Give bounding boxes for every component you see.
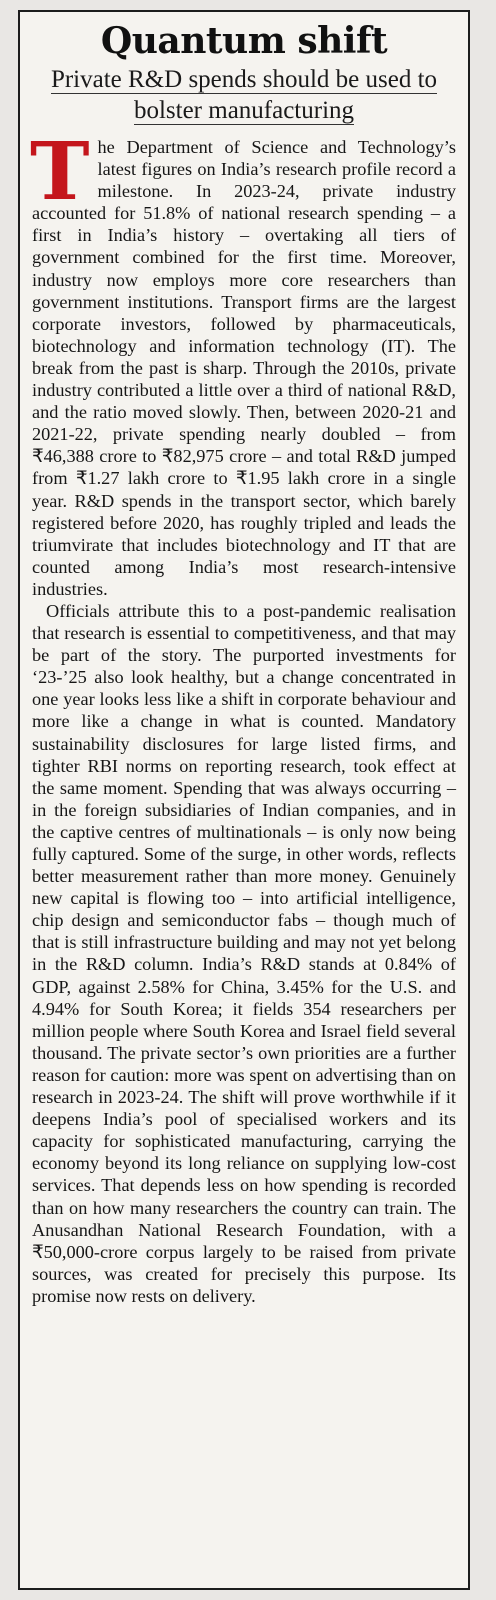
headline: Quantum shift — [100, 20, 388, 62]
article-body — [30, 124, 456, 1307]
deck-text: Private R&D spends should be used to bolster manufacturing — [50, 66, 438, 124]
paragraph-1 — [30, 124, 456, 600]
paragraph-1-text: he Department of Science and Technology’s latest figures on India’s research profile record a milestone. In 2023-24, private industry accounted for 51.8% of national research spending – a first in India’s history – overtaking all tiers of government combined for the first time. Moreover, industry now employs more core researchers than government institutions. Transport firms are the largest corporate investors, followed by pharmaceuticals, biotechnology and information technology (IT). The break from the past is sharp. Through the 2010s, private industry contributed a little over a third of national R&D, and the ratio moved slowly. Then, between 2020-21 and 2021-22, private spending nearly doubled – from ₹46,388 crore to ₹82,975 crore – and total R&D jumped from ₹1.27 lakh crore to ₹1.95 lakh crore in a single year. R&D spends in the transport sector, which barely registered before 2020, has roughly tripled and leads the triumvirate that includes biotechnology and IT that are counted among India’s most research-intensive industries. — [32, 137, 456, 599]
paragraph-2: Officials attribute this to a post-pandemic realisation that research is essential to competitiveness, and that may be part of the story. The purported investments for ‘23-’25 also look healthy, but a change concentrated in one year looks less like a shift in corporate behaviour and more like a change in what is counted. Mandatory sustainability disclosures for large listed firms, and tighter RBI norms on reporting research, took effect at the same moment. Spending that was always occurring – in the foreign subsidiaries of Indian companies, and in the captive centres of multinationals – is only now being fully captured. Some of the surge, in other words, reflects better measurement rather than more money. Genuinely new capital is flowing too – into artificial intelligence, chip design and semiconductor fabs – though much of that is still infrastructure building and may not yet belong in the R&D column. India’s R&D stands at 0.84% of GDP, against 2.58% for China, 3.45% for the U.S. and 4.94% for South Korea; it fields 354 researchers per million people where South Korea and Israel field several thousand. The private sector’s own priorities are a further reason for caution: more was spent on advertising than on research in 2023-24. The shift will prove worthwhile if it deepens India’s pool of specialised workers and its capacity for sophisticated manufacturing, carrying the economy beyond its long reliance on supplying low-cost services. That depends less on how spending is recorded than on how many researchers the country can train. The Anusandhan National Research Foundation, with a ₹50,000-crore corpus largely to be raised from private sources, was created for precisely this purpose. Its promise now rests on delivery. — [32, 600, 456, 1306]
deck — [38, 64, 450, 126]
drop-cap: T — [30, 124, 90, 218]
editorial-clipping — [18, 10, 470, 1590]
